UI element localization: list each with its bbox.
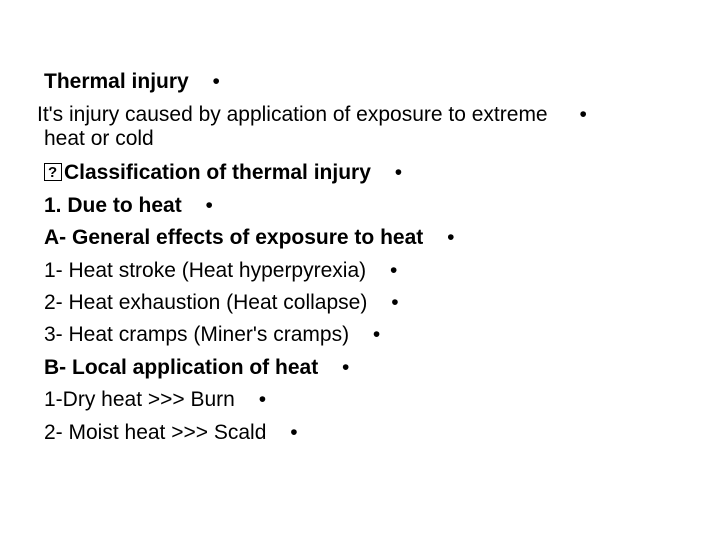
line-text: Classification of thermal injury (64, 161, 371, 184)
bullet-icon: • (394, 161, 403, 184)
line-dry-heat (44, 388, 266, 412)
line-local-application (44, 356, 349, 380)
line-text: Thermal injury (44, 70, 189, 93)
bullet-icon: • (342, 356, 350, 379)
line-text: 2- Heat exhaustion (Heat collapse) (44, 291, 368, 314)
line-moist-heat (44, 421, 298, 445)
bullet-icon: • (205, 194, 213, 217)
line-heat-cramps (44, 323, 380, 347)
line-general-effects (44, 226, 454, 250)
replacement-char-icon (44, 163, 62, 181)
line-text: 3- Heat cramps (Miner's cramps) (44, 323, 350, 346)
line-due-to-heat (44, 194, 213, 218)
bullet-icon: • (579, 103, 587, 126)
line-text: 2- Moist heat >>> Scald (44, 421, 267, 444)
line-text: A- General effects of exposure to heat (44, 226, 424, 249)
line-text: It's injury caused by application of exposure to extreme (37, 103, 548, 126)
bullet-icon: • (447, 226, 455, 249)
line-heat-stroke (44, 259, 397, 283)
line-definition-continued (44, 127, 154, 151)
bullet-icon: • (212, 70, 220, 93)
line-definition (37, 103, 587, 127)
line-heat-exhaustion (44, 291, 399, 315)
bullet-icon: • (372, 323, 381, 346)
line-text: heat or cold (44, 127, 154, 150)
line-thermal-injury (44, 70, 220, 94)
line-text: B- Local application of heat (44, 356, 319, 379)
bullet-icon: • (290, 421, 298, 444)
line-text: 1- Heat stroke (Heat hyperpyrexia) (44, 259, 367, 282)
line-text: 1-Dry heat >>> Burn (44, 388, 235, 411)
bullet-icon: • (389, 259, 398, 282)
bullet-icon: • (391, 291, 399, 314)
line-classification (44, 161, 402, 185)
line-text: 1. Due to heat (44, 194, 182, 217)
bullet-icon: • (258, 388, 267, 411)
